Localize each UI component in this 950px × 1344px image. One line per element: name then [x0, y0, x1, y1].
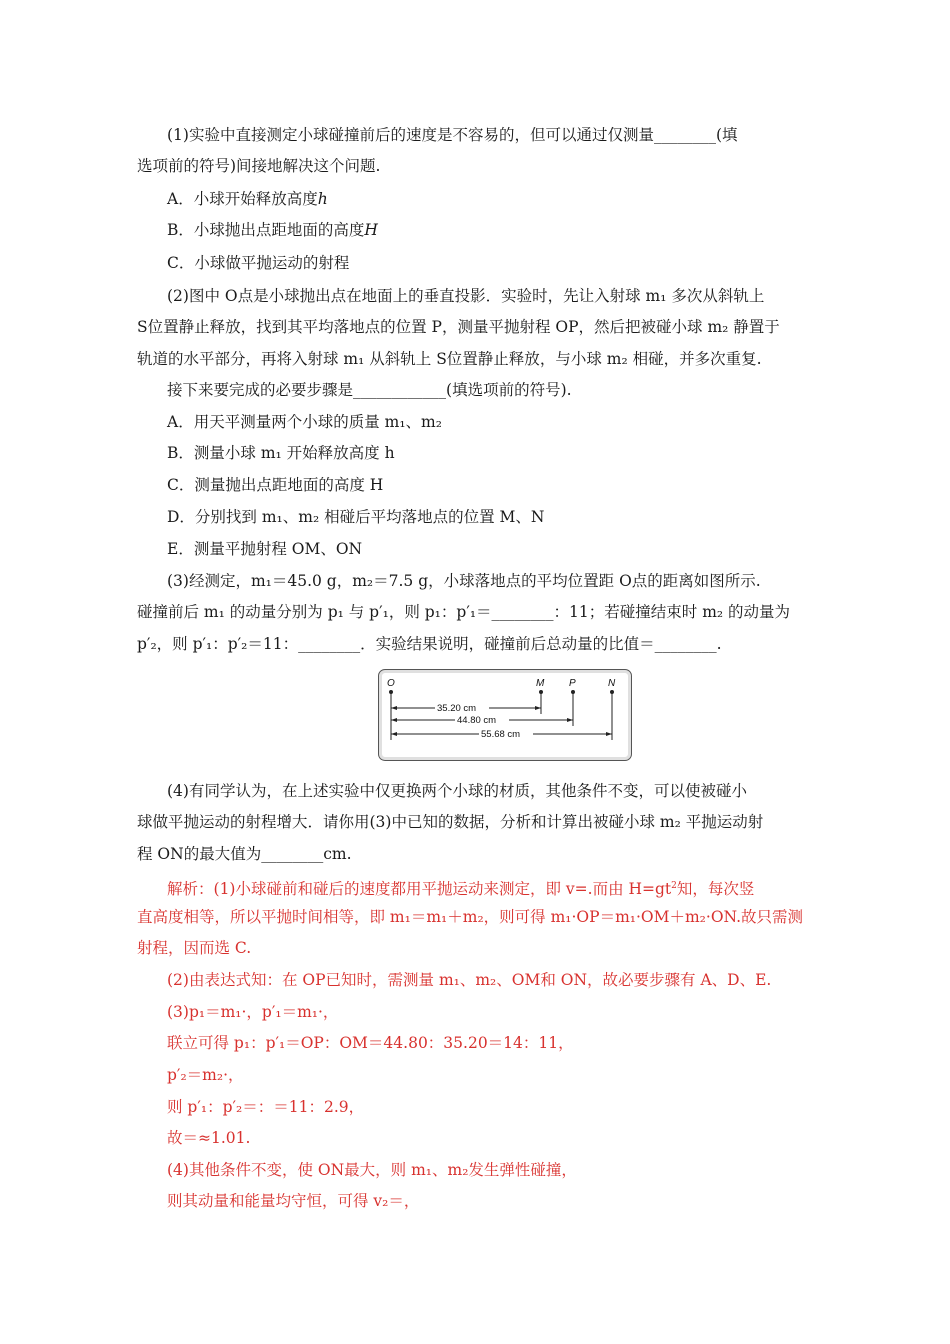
q4-line3: 程 ON的最大值为________cm.	[137, 845, 352, 863]
q2-line4-text: 接下来要完成的必要步骤是	[167, 381, 354, 399]
arrowhead	[567, 718, 573, 722]
q3-line2: 碰撞前后 m₁ 的动量分别为 p₁ 与 p′₁，则 p₁：p′₁＝________：11；若碰撞结束时 m₂ 的动量为	[137, 603, 791, 621]
solution-step3-line4: 则 p′₁：p′₂＝：＝11：2.9，	[167, 1098, 365, 1116]
q3-line1: (3)经测定，m₁＝45.0 g，m₂＝7.5 g，小球落地点的平均位置距 O点的距离如图所示.	[167, 572, 761, 590]
arrowhead	[391, 718, 397, 722]
solution-step4-line2: 则其动量和能量均守恒，可得 v₂＝，	[167, 1192, 420, 1210]
solution-step2: (2)由表达式知：在 OP已知时，需测量 m₁、m₂、OM和 ON，故必要步骤有 A、D、E.	[167, 971, 772, 989]
point-p-label: P	[569, 678, 576, 689]
solution-s1-text: (1)小球碰前和碰后的速度都用平抛运动来测定，即 v=.而由 H=gt	[213, 880, 672, 898]
q2-option-c: C．测量抛出点距地面的高度 H	[167, 476, 384, 494]
om-distance-label: 35.20 cm	[437, 703, 477, 714]
q2-line3: 轨道的水平部分，再将入射球 m₁ 从斜轨上 S位置静止释放，与小球 m₂ 相碰，并多次重复.	[137, 350, 762, 368]
point-o-dot	[389, 690, 393, 694]
arrowhead	[606, 732, 612, 736]
arrowhead	[391, 732, 397, 736]
q2-answer-blank: ____________	[353, 381, 447, 399]
op-distance-label: 44.80 cm	[457, 715, 497, 726]
q1-option-b	[167, 219, 378, 241]
solution-line2: 直高度相等，所以平抛时间相等，即 m₁＝m₁＋m₂，则可得 m₁·OP＝m₁·OM＋m₂·ON.故只需测	[137, 908, 804, 926]
q4-line1: (4)有同学认为，在上述实验中仅更换两个小球的材质，其他条件不变，可以使被碰小	[167, 782, 747, 800]
q2-option-b: B．测量小球 m₁ 开始释放高度 h	[167, 444, 395, 462]
q2-option-d: D．分别找到 m₁、m₂ 相碰后平均落地点的位置 M、N	[167, 508, 545, 526]
point-o-label: O	[387, 678, 395, 689]
q1-option-a-text: A．小球开始释放高度	[167, 190, 318, 208]
solution-step3-line1: (3)p₁＝m₁·，p′₁＝m₁·，	[167, 1003, 339, 1021]
q1-option-b-text: B．小球抛出点距地面的高度	[167, 221, 365, 239]
q1-option-b-var: H	[364, 221, 378, 239]
q1-option-a-var: h	[317, 190, 328, 208]
arrowhead	[535, 706, 541, 710]
distance-diagram	[379, 670, 631, 760]
q1-option-c: C．小球做平抛运动的射程	[167, 254, 350, 272]
q1-option-a	[167, 188, 328, 210]
q2-line1: (2)图中 O点是小球抛出点在地面上的垂直投影．实验时，先让入射球 m₁ 多次从斜轨上	[167, 287, 765, 305]
distance-figure	[378, 669, 632, 761]
q1-stem-text: (1)实验中直接测定小球碰撞前后的速度是不容易的，但可以通过仅测量	[167, 126, 654, 144]
q1-stem-tail: (填	[715, 126, 738, 144]
on-distance-label: 55.68 cm	[481, 729, 521, 740]
solution-s1-exponent: 2	[671, 881, 677, 891]
q3-line3: p′₂，则 p′₁：p′₂＝11：________．实验结果说明，碰撞前后总动量的比值＝________.	[137, 635, 722, 653]
solution-step4-line1: (4)其他条件不变，使 ON最大，则 m₁、m₂发生弹性碰撞，	[167, 1161, 577, 1179]
q1-stem-line2: 选项前的符号)间接地解决这个问题.	[137, 157, 381, 175]
solution-label: 解析：	[167, 880, 214, 898]
q1-answer-blank: ________	[653, 126, 716, 144]
q4-line2: 球做平抛运动的射程增大．请你用(3)中已知的数据，分析和计算出被碰小球 m₂ 平抛运动射	[137, 813, 764, 831]
point-n-dot	[610, 690, 614, 694]
q1-stem-line1	[167, 124, 738, 146]
solution-s1-tail: 知，每次竖	[676, 880, 755, 898]
solution-step3-line5: 故＝≈1.01.	[167, 1129, 251, 1147]
solution-step3-line2: 联立可得 p₁：p′₁＝OP：OM＝44.80：35.20＝14：11，	[167, 1034, 574, 1052]
point-m-dot	[539, 690, 543, 694]
q2-option-e: E．测量平抛射程 OM、ON	[167, 540, 363, 558]
q2-line2: S位置静止释放，找到其平均落地点的位置 P，测量平抛射程 OP，然后把被碰小球 m₂ 静置于	[137, 318, 780, 336]
arrowhead	[391, 706, 397, 710]
q2-line4-tail: (填选项前的符号).	[446, 381, 572, 399]
point-n-label: N	[608, 678, 616, 689]
q2-option-a: A．用天平测量两个小球的质量 m₁、m₂	[167, 413, 442, 431]
solution-line1	[167, 875, 754, 900]
q2-line4	[167, 379, 572, 401]
point-m-label: M	[536, 678, 545, 689]
solution-line3: 射程，因而选 C.	[137, 939, 252, 957]
point-p-dot	[571, 690, 575, 694]
solution-step3-line3: p′₂＝m₂·，	[167, 1066, 244, 1084]
